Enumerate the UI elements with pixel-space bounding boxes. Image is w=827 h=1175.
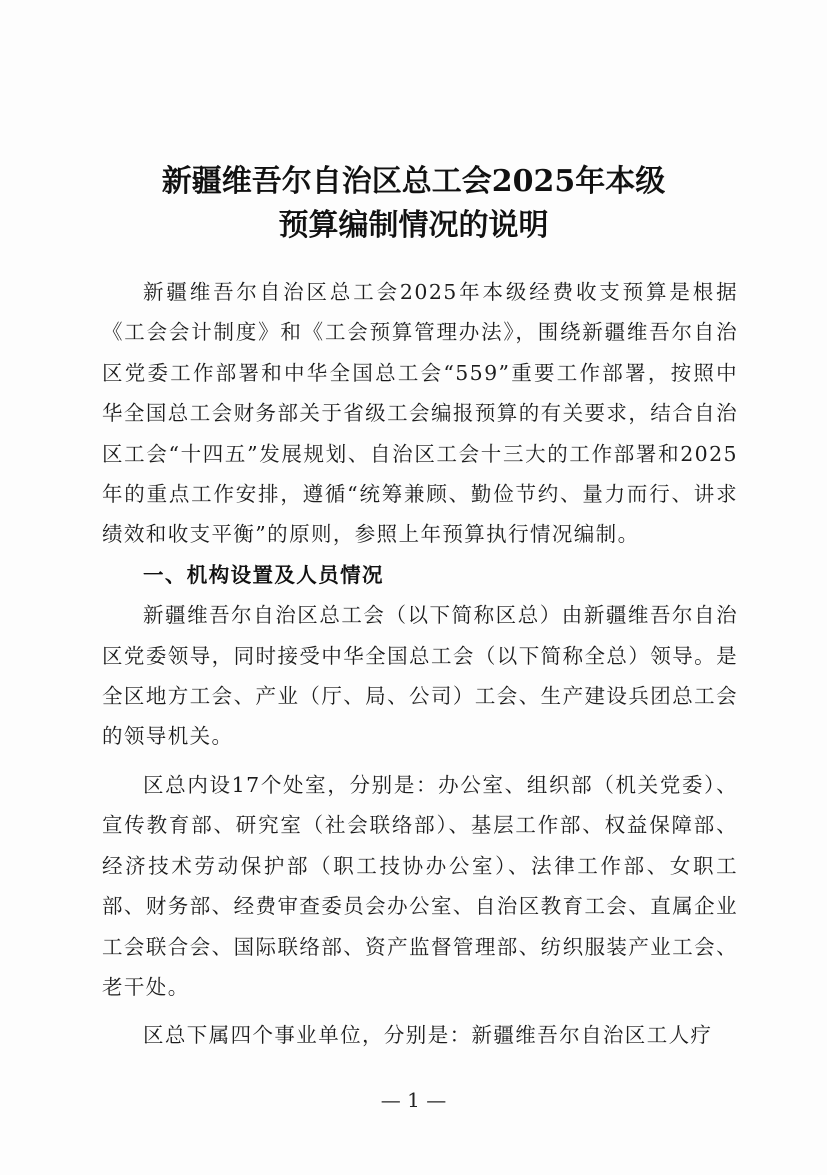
body-paragraph: 新疆维吾尔自治区总工会（以下简称区总）由新疆维吾尔自治区党委领导，同时接受中华全国总工会（以下简称全总）领导。是全区地方工会、产业（厅、局、公司）工会、生产建设兵团总工会的领导机关。	[102, 603, 738, 749]
intro-paragraph: 新疆维吾尔自治区总工会2025年本级经费收支预算是根据《工会会计制度》和《工会预算管理办法》，围绕新疆维吾尔自治区党委工作部署和中华全国总工会“559”重要工作部署，按照中华全国总工会财务部关于省级工会编报预算的有关要求，结合自治区工会“十四五”发展规划、自治区工会十三大的工作部署和2025年的重点工作安排，遵循“统筹兼顾、勤俭节约、量力而行、讲求绩效和收支平衡”的原则，参照上年预算执行情况编制。	[102, 280, 738, 547]
body-paragraph: 区总下属四个事业单位，分别是：新疆维吾尔自治区工人疗	[143, 1023, 713, 1048]
section-heading: 一、机构设置及人员情况	[143, 562, 384, 587]
document-title-line2: 预算编制情况的说明	[278, 208, 549, 243]
document-body	[102, 272, 738, 1056]
body-paragraph: 区总内设17个处室，分别是：办公室、组织部（机关党委）、宣传教育部、研究室（社会联络部）、基层工作部、权益保障部、经济技术劳动保护部（职工技协办公室）、法律工作部、女职工部、财务部、经费审查委员会办公室、自治区教育工会、直属企业工会联合会、国际联络部、资产监督管理部、纺织服装产业工会、老干处。	[102, 772, 738, 999]
document-title-line1: 新疆维吾尔自治区总工会2025年本级	[161, 164, 666, 199]
page-number: — 1 —	[380, 1088, 447, 1112]
